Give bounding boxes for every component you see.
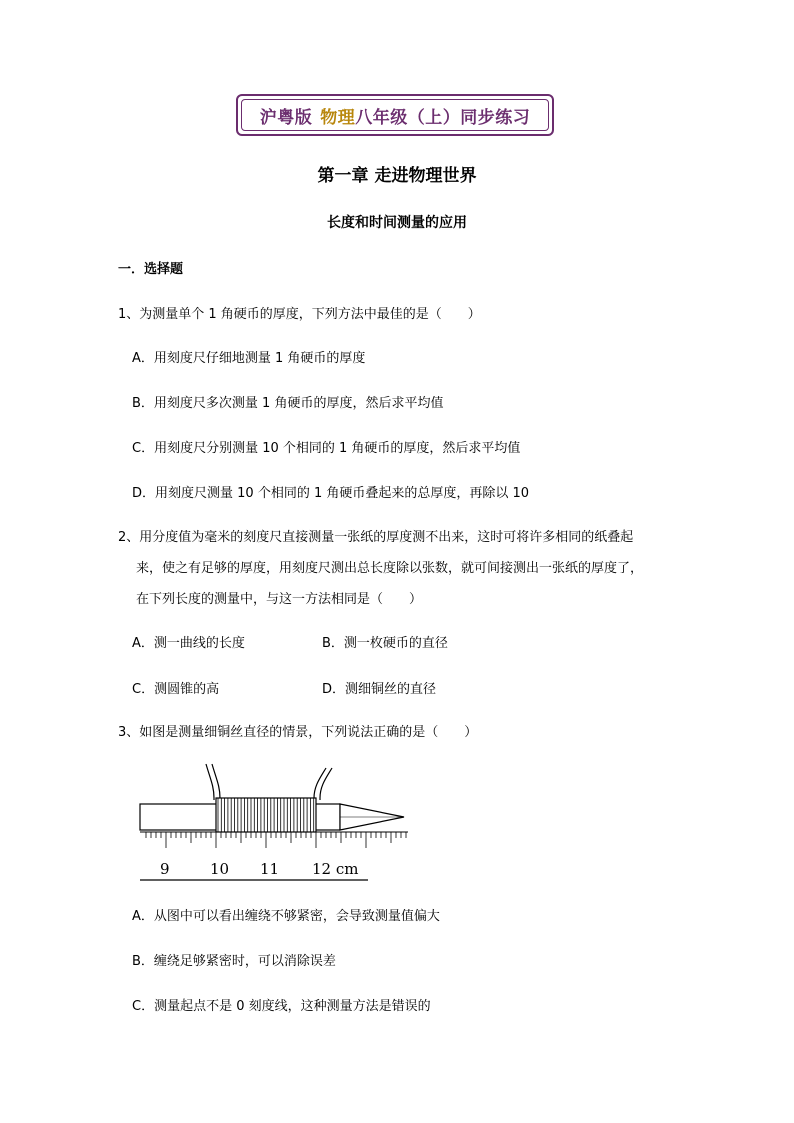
- question-1-stem: 1、为测量单个 1 角硬币的厚度，下列方法中最佳的是（ ）: [118, 307, 481, 322]
- title-banner: [236, 94, 554, 136]
- question-3-option-c: C．测量起点不是 0 刻度线，这种测量方法是错误的: [132, 999, 431, 1014]
- tick-label-10: 10: [210, 860, 230, 878]
- question-3-stem: 3、如图是测量细铜丝直径的情景，下列说法正确的是（ ）: [118, 725, 478, 740]
- chapter-title: 第一章 走进物理世界: [317, 166, 477, 186]
- section-title: 一．选择题: [118, 262, 184, 277]
- banner-rest: 八年级（上）同步练习: [355, 107, 531, 128]
- question-1-option-d: D．用刻度尺测量 10 个相同的 1 角硬币叠起来的总厚度，再除以 10: [132, 486, 530, 501]
- tick-label-12-cm: 12 cm: [312, 860, 359, 878]
- question-2-option-d: D．测细铜丝的直径: [322, 682, 437, 697]
- question-2-stem-line-2: 来，使之有足够的厚度，用刻度尺测出总长度除以张数，就可间接测出一张纸的厚度了，: [136, 561, 644, 576]
- wire-left-end-outer: [206, 764, 214, 800]
- question-3-option-a: A．从图中可以看出缠绕不够紧密，会导致测量值偏大: [132, 909, 440, 924]
- tick-label-9: 9: [160, 860, 170, 878]
- question-1-option-b: B．用刻度尺多次测量 1 角硬币的厚度，然后求平均值: [132, 396, 444, 411]
- banner-publisher: 沪粤版: [259, 107, 313, 128]
- question-2-option-a: A．测一曲线的长度: [132, 636, 245, 651]
- question-3-figure: [136, 760, 416, 889]
- ruler-wire-diagram: [136, 760, 416, 885]
- question-1-option-a: A．用刻度尺仔细地测量 1 角硬币的厚度: [132, 351, 366, 366]
- question-2-stem-line-3: 在下列长度的测量中，与这一方法相同是（ ）: [136, 592, 423, 607]
- question-3-option-b: B．缠绕足够紧密时，可以消除误差: [132, 954, 336, 969]
- lesson-title: 长度和时间测量的应用: [327, 215, 467, 231]
- question-2-option-b: B．测一枚硬币的直径: [322, 636, 448, 651]
- tick-label-11: 11: [260, 860, 280, 878]
- question-2-stem-line-1: 2、用分度值为毫米的刻度尺直接测量一张纸的厚度测不出来，这时可将许多相同的纸叠起: [118, 530, 634, 545]
- question-1-option-c: C．用刻度尺分别测量 10 个相同的 1 角硬币的厚度，然后求平均值: [132, 441, 521, 456]
- wire-left-end-inner: [212, 764, 220, 800]
- ruler-ticks: [146, 832, 406, 848]
- banner-text: [260, 103, 531, 128]
- banner-subject: 物理: [320, 107, 356, 128]
- wire-right-end-inner: [320, 768, 332, 800]
- question-2-option-c: C．测圆锥的高: [132, 682, 220, 697]
